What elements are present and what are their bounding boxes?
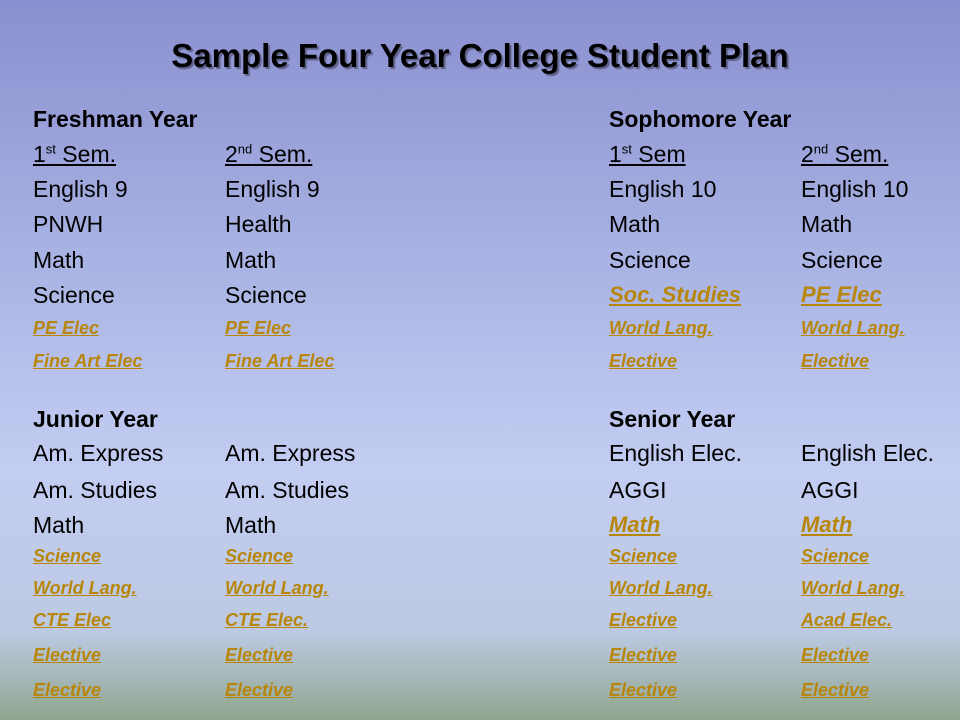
course-item: English Elec. <box>609 440 742 466</box>
course-item: English 9 <box>225 176 320 202</box>
course-link[interactable]: Math <box>801 512 853 537</box>
course-link[interactable]: Science <box>801 546 870 566</box>
freshman-sem2-header: 2nd Sem. <box>225 141 313 167</box>
course-item: Math <box>801 211 853 237</box>
course-item: English 10 <box>801 176 909 202</box>
course-link[interactable]: World Lang. <box>609 318 713 338</box>
course-item: Math <box>609 211 661 237</box>
course-link[interactable]: Elective <box>33 645 102 665</box>
course-link[interactable]: PE Elec <box>801 282 882 307</box>
course-item: Math <box>33 512 85 538</box>
course-link[interactable]: Elective <box>609 645 678 665</box>
course-link[interactable]: Science <box>225 546 294 566</box>
course-link[interactable]: PE Elec <box>225 318 292 338</box>
course-link[interactable]: Acad Elec. <box>801 610 893 630</box>
course-item: Science <box>33 282 115 308</box>
freshman-heading: Freshman Year <box>33 106 198 132</box>
course-link[interactable]: PE Elec <box>33 318 100 338</box>
course-item: Math <box>225 247 277 273</box>
course-link[interactable]: World Lang. <box>609 578 713 598</box>
course-link[interactable]: World Lang. <box>225 578 329 598</box>
course-link[interactable]: Elective <box>609 351 678 371</box>
course-item: Math <box>33 247 85 273</box>
course-link[interactable]: Math <box>609 512 661 537</box>
junior-heading: Junior Year <box>33 406 158 432</box>
course-link[interactable]: Elective <box>801 645 870 665</box>
page-title: Sample Four Year College Student Plan <box>171 37 789 74</box>
course-item: AGGI <box>801 477 859 503</box>
course-link[interactable]: Elective <box>609 680 678 700</box>
freshman-sem1-header: 1st Sem. <box>33 141 116 167</box>
course-item: English 9 <box>33 176 128 202</box>
course-item: Science <box>801 247 883 273</box>
course-item: Am. Studies <box>33 477 157 503</box>
course-link[interactable]: Science <box>33 546 102 566</box>
course-link[interactable]: Soc. Studies <box>609 282 742 307</box>
course-item: Science <box>609 247 691 273</box>
course-link[interactable]: Elective <box>225 645 294 665</box>
course-link[interactable]: Fine Art Elec <box>225 351 335 371</box>
sophomore-heading: Sophomore Year <box>609 106 792 132</box>
sophomore-sem2-header: 2nd Sem. <box>801 141 889 167</box>
course-item: Am. Express <box>225 440 356 466</box>
senior-heading: Senior Year <box>609 406 736 432</box>
course-item: AGGI <box>609 477 667 503</box>
course-link[interactable]: Elective <box>33 680 102 700</box>
course-item: Math <box>225 512 277 538</box>
course-link[interactable]: Elective <box>801 680 870 700</box>
course-link[interactable]: Elective <box>225 680 294 700</box>
course-item: PNWH <box>33 211 104 237</box>
course-item: English Elec. <box>801 440 934 466</box>
course-link[interactable]: Elective <box>609 610 678 630</box>
course-link[interactable]: Science <box>609 546 678 566</box>
course-link[interactable]: Fine Art Elec <box>33 351 143 371</box>
sophomore-sem1-header: 1st Sem <box>609 141 686 167</box>
course-item: English 10 <box>609 176 717 202</box>
course-link[interactable]: World Lang. <box>801 318 905 338</box>
course-item: Am. Studies <box>225 477 349 503</box>
course-link[interactable]: Elective <box>801 351 870 371</box>
course-link[interactable]: CTE Elec <box>33 610 112 630</box>
course-link[interactable]: World Lang. <box>801 578 905 598</box>
course-link[interactable]: World Lang. <box>33 578 137 598</box>
course-item: Am. Express <box>33 440 164 466</box>
course-item: Health <box>225 211 292 237</box>
course-link[interactable]: CTE Elec. <box>225 610 309 630</box>
course-item: Science <box>225 282 307 308</box>
